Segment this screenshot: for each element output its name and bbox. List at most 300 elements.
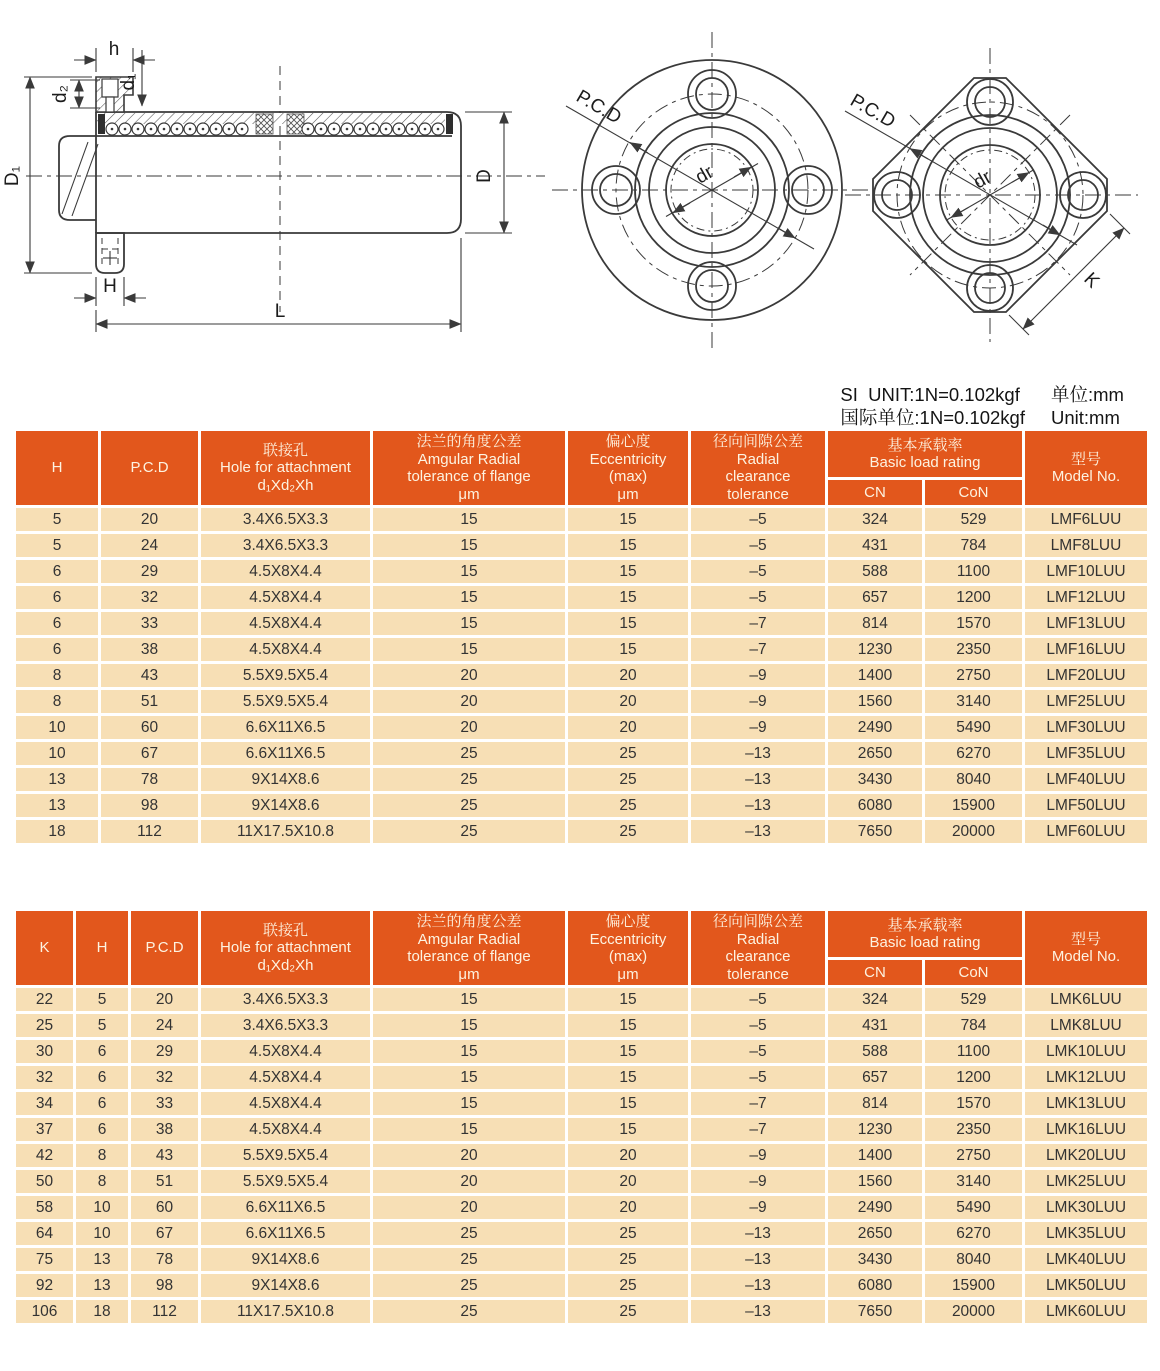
table-row: [15, 611, 1149, 637]
column-header-hole: 联接孔 Hole for attachment d₁Xd₂Xh: [200, 910, 372, 987]
pcd-label-round: P.C.D: [572, 86, 625, 129]
cell-angular: 15: [372, 611, 567, 637]
cell-cn: 6080: [827, 1273, 924, 1299]
cell-model: LMF12LUU: [1024, 585, 1149, 611]
cell-cn: 814: [827, 611, 924, 637]
cell-angular: 15: [372, 1117, 567, 1143]
column-subheader-con: CoN: [924, 479, 1024, 507]
column-header-pcd: P.C.D: [130, 910, 200, 987]
cell-radial: –5: [690, 1065, 827, 1091]
intl-unit-label: 国际单位:1N=0.102kgf: [840, 407, 1025, 428]
cell-con: 15900: [924, 793, 1024, 819]
cell-model: LMF16LUU: [1024, 637, 1149, 663]
cell-pcd: 98: [130, 1273, 200, 1299]
cell-radial: –5: [690, 1013, 827, 1039]
cell-angular: 25: [372, 793, 567, 819]
cell-pcd: 51: [130, 1169, 200, 1195]
cell-pcd: 38: [130, 1117, 200, 1143]
cell-h: 5: [15, 533, 100, 559]
cell-model: LMK8LUU: [1024, 1013, 1149, 1039]
table-row: [15, 767, 1149, 793]
cell-cn: 1560: [827, 689, 924, 715]
cell-cn: 2650: [827, 741, 924, 767]
cell-h: 6: [15, 637, 100, 663]
side-section-view: [2, 39, 545, 332]
dim-label-D: D: [474, 169, 495, 183]
cell-angular: 25: [372, 1299, 567, 1325]
cell-model: LMF8LUU: [1024, 533, 1149, 559]
dim-label-K: K: [1079, 268, 1104, 293]
cell-h: 8: [75, 1169, 130, 1195]
cell-h: 10: [15, 741, 100, 767]
cell-radial: –9: [690, 1195, 827, 1221]
cell-model: LMF20LUU: [1024, 663, 1149, 689]
cell-h: 6: [75, 1117, 130, 1143]
cell-k: 22: [15, 987, 75, 1013]
column-header-k: K: [15, 910, 75, 987]
cell-hole: 4.5X8X4.4: [200, 559, 372, 585]
cell-k: 64: [15, 1221, 75, 1247]
cell-cn: 3430: [827, 767, 924, 793]
cell-model: LMK10LUU: [1024, 1039, 1149, 1065]
column-header-ecc: 偏心度 Eccentricity (max) μm: [567, 910, 690, 987]
table-row: [15, 793, 1149, 819]
table-row: [15, 1247, 1149, 1273]
cell-hole: 4.5X8X4.4: [200, 1065, 372, 1091]
cell-radial: –5: [690, 507, 827, 533]
cell-model: LMK60LUU: [1024, 1299, 1149, 1325]
cell-k: 58: [15, 1195, 75, 1221]
cell-cn: 2650: [827, 1221, 924, 1247]
cell-con: 2750: [924, 1143, 1024, 1169]
pcd-label-square: P.C.D: [846, 90, 899, 133]
cell-radial: –9: [690, 1143, 827, 1169]
cell-ecc: 15: [567, 1117, 690, 1143]
cell-hole: 3.4X6.5X3.3: [200, 533, 372, 559]
cell-model: LMK20LUU: [1024, 1143, 1149, 1169]
dim-label-H: H: [103, 276, 117, 297]
cell-model: LMK25LUU: [1024, 1169, 1149, 1195]
cell-pcd: 33: [100, 611, 200, 637]
cell-hole: 9X14X8.6: [200, 793, 372, 819]
cell-model: LMF30LUU: [1024, 715, 1149, 741]
cell-pcd: 24: [100, 533, 200, 559]
table-row: [15, 1195, 1149, 1221]
cell-hole: 11X17.5X10.8: [200, 1299, 372, 1325]
cell-cn: 2490: [827, 1195, 924, 1221]
cell-model: LMK16LUU: [1024, 1117, 1149, 1143]
cell-con: 1200: [924, 1065, 1024, 1091]
cell-angular: 25: [372, 1273, 567, 1299]
cell-model: LMK13LUU: [1024, 1091, 1149, 1117]
cell-ecc: 15: [567, 987, 690, 1013]
column-subheader-cn: CN: [827, 959, 924, 987]
cell-model: LMF13LUU: [1024, 611, 1149, 637]
cell-ecc: 20: [567, 715, 690, 741]
cell-angular: 15: [372, 507, 567, 533]
cell-radial: –13: [690, 819, 827, 845]
table-row: [15, 507, 1149, 533]
cell-hole: 5.5X9.5X5.4: [200, 1169, 372, 1195]
cell-angular: 15: [372, 559, 567, 585]
cell-cn: 1230: [827, 1117, 924, 1143]
cell-h: 8: [15, 663, 100, 689]
table-row: [15, 715, 1149, 741]
column-header-h: H: [15, 430, 100, 507]
cell-angular: 25: [372, 1247, 567, 1273]
cell-radial: –9: [690, 715, 827, 741]
column-header-radial: 径向间隙公差 Radial clearance tolerance: [690, 910, 827, 987]
cell-con: 6270: [924, 1221, 1024, 1247]
cell-h: 8: [75, 1143, 130, 1169]
cell-cn: 1560: [827, 1169, 924, 1195]
cell-radial: –5: [690, 559, 827, 585]
cell-hole: 3.4X6.5X3.3: [200, 507, 372, 533]
cell-pcd: 29: [130, 1039, 200, 1065]
cell-cn: 1400: [827, 663, 924, 689]
cell-pcd: 43: [100, 663, 200, 689]
cell-ecc: 25: [567, 793, 690, 819]
cell-h: 13: [15, 793, 100, 819]
cell-angular: 25: [372, 741, 567, 767]
round-flange-view: [552, 32, 872, 348]
cell-ecc: 15: [567, 611, 690, 637]
cell-con: 8040: [924, 1247, 1024, 1273]
column-header-pcd: P.C.D: [100, 430, 200, 507]
cell-hole: 6.6X11X6.5: [200, 741, 372, 767]
cell-ecc: 20: [567, 1143, 690, 1169]
cell-hole: 3.4X6.5X3.3: [200, 1013, 372, 1039]
cell-con: 20000: [924, 819, 1024, 845]
cell-hole: 5.5X9.5X5.4: [200, 1143, 372, 1169]
cell-hole: 5.5X9.5X5.4: [200, 663, 372, 689]
cell-angular: 25: [372, 767, 567, 793]
cell-pcd: 98: [100, 793, 200, 819]
cell-radial: –13: [690, 1299, 827, 1325]
cell-ecc: 15: [567, 533, 690, 559]
si-unit-label: SI UNIT:1N=0.102kgf: [840, 384, 1020, 405]
column-header-model: 型号 Model No.: [1024, 430, 1149, 507]
cell-con: 1570: [924, 1091, 1024, 1117]
table-row: [15, 1169, 1149, 1195]
cell-con: 1100: [924, 1039, 1024, 1065]
cell-model: LMF50LUU: [1024, 793, 1149, 819]
cell-pcd: 60: [100, 715, 200, 741]
cell-con: 15900: [924, 1273, 1024, 1299]
cell-pcd: 20: [130, 987, 200, 1013]
dim-label-d2: d₂: [50, 85, 71, 103]
cell-pcd: 112: [100, 819, 200, 845]
table-row: [15, 1273, 1149, 1299]
cell-ecc: 25: [567, 1247, 690, 1273]
cell-ecc: 25: [567, 1221, 690, 1247]
dimensions: [2, 39, 512, 332]
lmf-spec-table: [13, 428, 1150, 846]
cell-radial: –13: [690, 1247, 827, 1273]
cell-radial: –7: [690, 1091, 827, 1117]
cell-con: 2750: [924, 663, 1024, 689]
cell-radial: –5: [690, 987, 827, 1013]
cell-con: 5490: [924, 1195, 1024, 1221]
cell-con: 1100: [924, 559, 1024, 585]
cell-h: 6: [15, 585, 100, 611]
cell-h: 6: [75, 1091, 130, 1117]
cell-ecc: 20: [567, 1169, 690, 1195]
cell-pcd: 60: [130, 1195, 200, 1221]
cell-ecc: 15: [567, 507, 690, 533]
cell-cn: 431: [827, 533, 924, 559]
cell-hole: 4.5X8X4.4: [200, 1091, 372, 1117]
cell-h: 10: [15, 715, 100, 741]
cell-angular: 25: [372, 819, 567, 845]
cell-ecc: 25: [567, 741, 690, 767]
dr-label-round: dr: [692, 161, 718, 189]
dim-label-L: L: [274, 301, 286, 322]
cell-pcd: 38: [100, 637, 200, 663]
cell-model: LMK50LUU: [1024, 1273, 1149, 1299]
cell-model: LMF6LUU: [1024, 507, 1149, 533]
table-row: [15, 1143, 1149, 1169]
cell-h: 13: [75, 1247, 130, 1273]
retainer-block: [287, 114, 304, 134]
cell-con: 529: [924, 507, 1024, 533]
cell-ecc: 25: [567, 1299, 690, 1325]
cell-model: LMF25LUU: [1024, 689, 1149, 715]
cell-cn: 324: [827, 507, 924, 533]
ball-bearings: [106, 123, 444, 135]
cell-con: 6270: [924, 741, 1024, 767]
cell-hole: 6.6X11X6.5: [200, 1195, 372, 1221]
cell-cn: 588: [827, 559, 924, 585]
cell-hole: 4.5X8X4.4: [200, 637, 372, 663]
cell-cn: 657: [827, 585, 924, 611]
cell-angular: 15: [372, 1039, 567, 1065]
table-row: [15, 1299, 1149, 1325]
cell-h: 6: [15, 611, 100, 637]
cell-radial: –5: [690, 533, 827, 559]
cell-hole: 9X14X8.6: [200, 1273, 372, 1299]
cell-radial: –9: [690, 1169, 827, 1195]
cell-ecc: 20: [567, 1195, 690, 1221]
cell-hole: 6.6X11X6.5: [200, 1221, 372, 1247]
column-subheader-con: CoN: [924, 959, 1024, 987]
cell-h: 18: [75, 1299, 130, 1325]
retainer-block: [256, 114, 273, 134]
cell-ecc: 15: [567, 585, 690, 611]
cell-angular: 15: [372, 1091, 567, 1117]
column-header-angular: 法兰的角度公差 Amgular Radial tolerance of flange μm: [372, 910, 567, 987]
cell-model: LMF60LUU: [1024, 819, 1149, 845]
column-header-hole: 联接孔 Hole for attachment d₁Xd₂Xh: [200, 430, 372, 507]
cell-ecc: 25: [567, 767, 690, 793]
cell-cn: 3430: [827, 1247, 924, 1273]
cell-model: LMK35LUU: [1024, 1221, 1149, 1247]
cell-angular: 15: [372, 987, 567, 1013]
cell-model: LMF35LUU: [1024, 741, 1149, 767]
cell-hole: 4.5X8X4.4: [200, 585, 372, 611]
cell-pcd: 51: [100, 689, 200, 715]
cell-hole: 4.5X8X4.4: [200, 1039, 372, 1065]
cell-pcd: 20: [100, 507, 200, 533]
cell-h: 6: [75, 1039, 130, 1065]
cell-radial: –13: [690, 1221, 827, 1247]
column-subheader-cn: CN: [827, 479, 924, 507]
cell-k: 37: [15, 1117, 75, 1143]
cell-cn: 2490: [827, 715, 924, 741]
cell-h: 10: [75, 1221, 130, 1247]
cell-h: 13: [15, 767, 100, 793]
table-row: [15, 689, 1149, 715]
cell-con: 1200: [924, 585, 1024, 611]
cell-angular: 20: [372, 1143, 567, 1169]
technical-drawings: [0, 0, 1160, 372]
cell-model: LMK12LUU: [1024, 1065, 1149, 1091]
lmk-spec-table: [13, 908, 1150, 1326]
column-header-load: 基本承载率 Basic load rating: [827, 910, 1024, 959]
cell-k: 42: [15, 1143, 75, 1169]
cell-model: LMK6LUU: [1024, 987, 1149, 1013]
cell-hole: 4.5X8X4.4: [200, 1117, 372, 1143]
table-row: [15, 1091, 1149, 1117]
cell-pcd: 43: [130, 1143, 200, 1169]
cell-ecc: 25: [567, 1273, 690, 1299]
cell-k: 106: [15, 1299, 75, 1325]
cell-angular: 15: [372, 1013, 567, 1039]
cell-cn: 657: [827, 1065, 924, 1091]
cell-angular: 20: [372, 1195, 567, 1221]
cell-angular: 20: [372, 689, 567, 715]
cell-k: 92: [15, 1273, 75, 1299]
square-flange-view: [845, 48, 1138, 342]
cell-k: 75: [15, 1247, 75, 1273]
cell-hole: 3.4X6.5X3.3: [200, 987, 372, 1013]
table-row: [15, 987, 1149, 1013]
cell-ecc: 15: [567, 1013, 690, 1039]
column-header-radial: 径向间隙公差 Radial clearance tolerance: [690, 430, 827, 507]
table-row: [15, 533, 1149, 559]
table-row: [15, 819, 1149, 845]
dr-label-square: dr: [970, 166, 996, 194]
cell-k: 30: [15, 1039, 75, 1065]
cell-con: 20000: [924, 1299, 1024, 1325]
cell-h: 5: [75, 1013, 130, 1039]
cell-ecc: 20: [567, 689, 690, 715]
cell-model: LMK30LUU: [1024, 1195, 1149, 1221]
cell-hole: 4.5X8X4.4: [200, 611, 372, 637]
cell-angular: 15: [372, 533, 567, 559]
table-row: [15, 1065, 1149, 1091]
cell-pcd: 33: [130, 1091, 200, 1117]
cell-cn: 7650: [827, 1299, 924, 1325]
cell-h: 5: [75, 987, 130, 1013]
table-row: [15, 1117, 1149, 1143]
dim-label-D1: D₁: [2, 165, 23, 187]
cell-radial: –9: [690, 663, 827, 689]
cell-con: 3140: [924, 689, 1024, 715]
seal-right: [446, 114, 453, 134]
cell-model: LMF40LUU: [1024, 767, 1149, 793]
cell-k: 25: [15, 1013, 75, 1039]
unit-note: [840, 383, 1147, 429]
column-header-model: 型号 Model No.: [1024, 910, 1149, 987]
cell-radial: –13: [690, 741, 827, 767]
cell-con: 8040: [924, 767, 1024, 793]
cell-angular: 15: [372, 637, 567, 663]
cell-con: 2350: [924, 637, 1024, 663]
cell-ecc: 15: [567, 1065, 690, 1091]
cell-pcd: 78: [100, 767, 200, 793]
column-header-load: 基本承载率 Basic load rating: [827, 430, 1024, 479]
table-row: [15, 637, 1149, 663]
cell-ecc: 20: [567, 663, 690, 689]
column-header-angular: 法兰的角度公差 Amgular Radial tolerance of flange μm: [372, 430, 567, 507]
cell-k: 50: [15, 1169, 75, 1195]
cell-pcd: 67: [130, 1221, 200, 1247]
cell-hole: 5.5X9.5X5.4: [200, 689, 372, 715]
cell-pcd: 112: [130, 1299, 200, 1325]
cell-ecc: 15: [567, 1091, 690, 1117]
cell-model: LMF10LUU: [1024, 559, 1149, 585]
cell-pcd: 24: [130, 1013, 200, 1039]
table-row: [15, 585, 1149, 611]
cell-radial: –13: [690, 1273, 827, 1299]
cell-ecc: 15: [567, 1039, 690, 1065]
seal-left: [98, 114, 105, 134]
intl-unit-mm: Unit:mm: [1051, 407, 1120, 428]
cell-h: 10: [75, 1195, 130, 1221]
cell-ecc: 25: [567, 819, 690, 845]
table-row: [15, 1221, 1149, 1247]
cell-cn: 431: [827, 1013, 924, 1039]
cell-hole: 6.6X11X6.5: [200, 715, 372, 741]
si-unit-mm: 单位:mm: [1051, 384, 1124, 405]
cell-cn: 588: [827, 1039, 924, 1065]
cell-h: 5: [15, 507, 100, 533]
cell-con: 3140: [924, 1169, 1024, 1195]
cell-angular: 20: [372, 1169, 567, 1195]
table-row: [15, 663, 1149, 689]
cell-k: 34: [15, 1091, 75, 1117]
cell-pcd: 32: [130, 1065, 200, 1091]
table-row: [15, 1039, 1149, 1065]
cell-h: 6: [15, 559, 100, 585]
cell-con: 784: [924, 533, 1024, 559]
dim-label-d1: d₁: [118, 73, 139, 91]
cell-h: 8: [15, 689, 100, 715]
cell-con: 1570: [924, 611, 1024, 637]
cell-h: 13: [75, 1273, 130, 1299]
column-header-h: H: [75, 910, 130, 987]
cell-cn: 1230: [827, 637, 924, 663]
cell-pcd: 32: [100, 585, 200, 611]
cell-hole: 11X17.5X10.8: [200, 819, 372, 845]
cell-angular: 15: [372, 1065, 567, 1091]
cell-radial: –5: [690, 585, 827, 611]
table-row: [15, 1013, 1149, 1039]
cell-angular: 25: [372, 1221, 567, 1247]
cell-angular: 20: [372, 663, 567, 689]
cell-angular: 15: [372, 585, 567, 611]
column-header-ecc: 偏心度 Eccentricity (max) μm: [567, 430, 690, 507]
cell-con: 784: [924, 1013, 1024, 1039]
table-row: [15, 559, 1149, 585]
cell-radial: –7: [690, 611, 827, 637]
cell-model: LMK40LUU: [1024, 1247, 1149, 1273]
cell-cn: 7650: [827, 819, 924, 845]
cell-con: 2350: [924, 1117, 1024, 1143]
cell-angular: 20: [372, 715, 567, 741]
dim-label-h: h: [108, 39, 120, 60]
